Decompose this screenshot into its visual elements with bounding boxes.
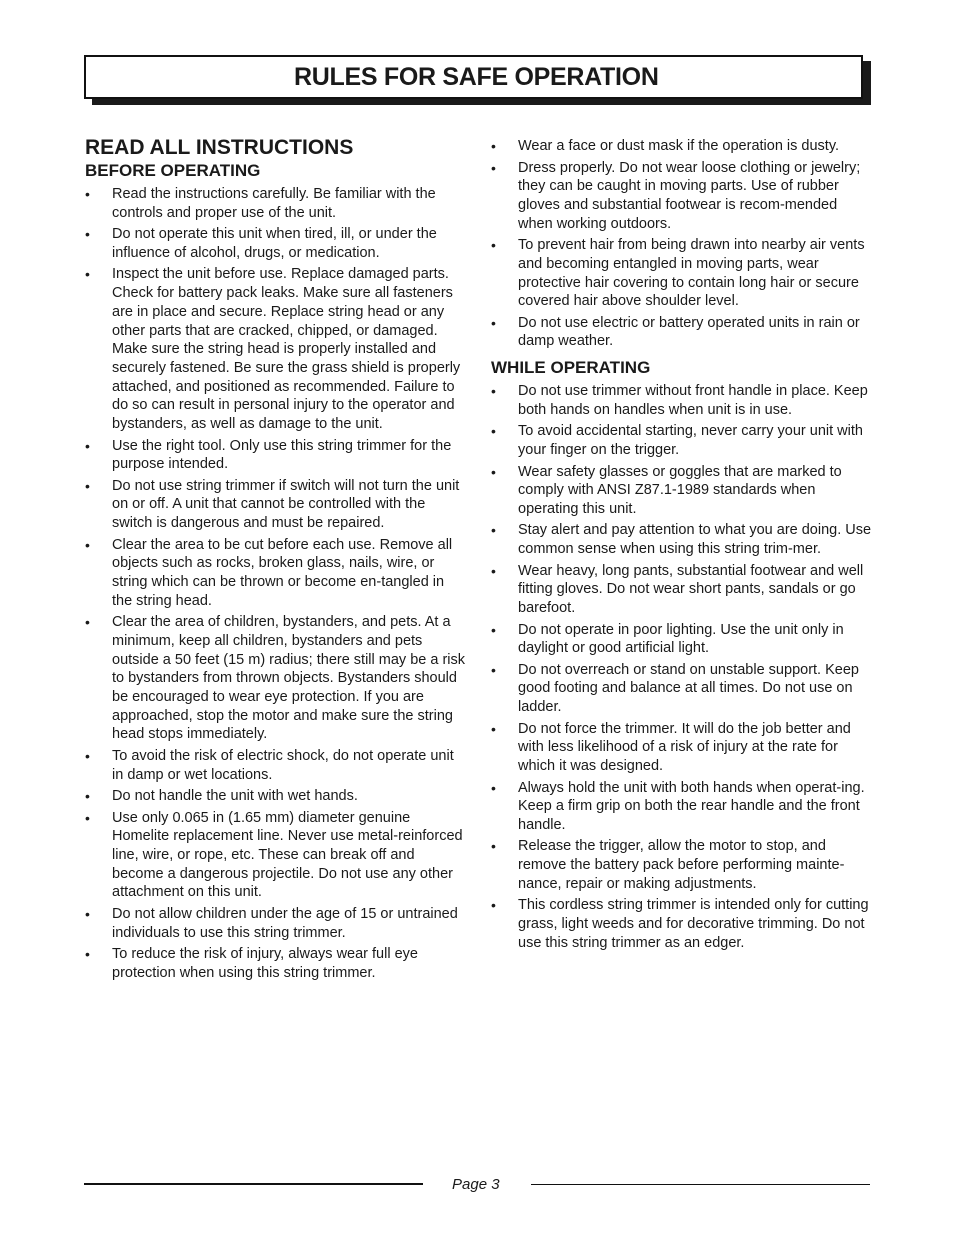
while-operating-heading: WHILE OPERATING: [491, 358, 651, 378]
list-item: • Clear the area of children, bystanders, and pets. At a minimum, keep all children, bystanders and pets outside a 50 feet (15 m) radius; there still may be a risk to bystanders from thrown objects. Bystanders should be encouraged to wear eye protection. If you are approached, stop the motor and make sure the string head stops immediately.: [85, 613, 465, 744]
list-item: • Wear safety glasses or goggles that are marked to comply with ANSI Z87.1-1989 standards when operating this unit.: [491, 463, 873, 519]
list-item: • Do not use trimmer without front handle in place. Keep both hands on handles when unit is in use.: [491, 382, 873, 419]
list-item: • Do not allow children under the age of 15 or untrained individuals to use this string trimmer.: [85, 905, 465, 942]
list-item: • Inspect the unit before use. Replace damaged parts. Check for battery pack leaks. Make sure all fasteners are in place and secure. Replace string head or any other parts that are cracked, chipped, or damaged. Make sure the string head is properly installed and securely fastened. Be sure the grass shield is properly attached, and positioned as recommended. Failure to do so can result in personal injury to the operator and bystanders, as well as damage to the unit.: [85, 265, 465, 433]
list-item: • Do not operate in poor lighting. Use the unit only in daylight or good artificial light.: [491, 621, 873, 658]
footer-rule-left: [84, 1183, 423, 1185]
list-item: • Always hold the unit with both hands when operat-ing. Keep a firm grip on both the rear handle and the front handle.: [491, 779, 873, 835]
list-item: • Do not use electric or battery operated units in rain or damp weather.: [491, 314, 873, 351]
list-item: • Release the trigger, allow the motor to stop, and remove the battery pack before performing mainte-nance, repair or making adjustments.: [491, 837, 873, 893]
list-item: • Wear a face or dust mask if the operation is dusty.: [491, 137, 873, 156]
title-banner: [84, 55, 863, 99]
list-item: • Use the right tool. Only use this string trimmer for the purpose intended.: [85, 437, 465, 474]
while-operating-list: [491, 382, 873, 952]
list-item: • Clear the area to be cut before each use. Remove all objects such as rocks, broken glass, nails, wire, or string which can be thrown or become en-tangled in the string head.: [85, 536, 465, 611]
continued-list: [491, 137, 873, 351]
before-operating-list: [85, 185, 465, 983]
list-item: • Do not handle the unit with wet hands.: [85, 787, 465, 806]
list-item: • To reduce the risk of injury, always wear full eye protection when using this string trimmer.: [85, 945, 465, 982]
footer-rule-right: [531, 1184, 870, 1185]
section-heading: READ ALL INSTRUCTIONS: [85, 136, 354, 159]
list-item: • Do not operate this unit when tired, ill, or under the influence of alcohol, drugs, or medication.: [85, 225, 465, 262]
page-title: RULES FOR SAFE OPERATION: [294, 62, 659, 91]
list-item: • Dress properly. Do not wear loose clothing or jewelry; they can be caught in moving parts. Use of rubber gloves and substantial footwear is recom-mended when working outdoors.: [491, 159, 873, 234]
before-operating-heading: BEFORE OPERATING: [85, 161, 261, 180]
list-item: • To avoid accidental starting, never carry your unit with your finger on the trigger.: [491, 422, 873, 459]
list-item: • Stay alert and pay attention to what you are doing. Use common sense when using this string trim-mer.: [491, 521, 873, 558]
page-number: Page 3: [452, 1176, 500, 1193]
list-item: • Do not force the trimmer. It will do the job better and with less likelihood of a risk of injury at the rate for which it was designed.: [491, 720, 873, 776]
list-item: • This cordless string trimmer is intended only for cutting grass, light weeds and for decorative trimming. Do not use this string trimmer as an edger.: [491, 896, 873, 952]
list-item: • Use only 0.065 in (1.65 mm) diameter genuine Homelite replacement line. Never use metal-reinforced line, wire, or rope, etc. These can break off and become a dangerous projectile. Do not use any other attachment on this unit.: [85, 809, 465, 903]
right-column: [491, 137, 873, 955]
list-item: • To avoid the risk of electric shock, do not operate unit in damp or wet locations.: [85, 747, 465, 784]
list-item: • Wear heavy, long pants, substantial footwear and well fitting gloves. Do not wear short pants, sandals or go barefoot.: [491, 562, 873, 618]
list-item: • To prevent hair from being drawn into nearby air vents and becoming entangled in moving parts, wear protective hair covering to contain long hair or secure covered hair above shoulder level.: [491, 236, 873, 311]
list-item: • Do not overreach or stand on unstable support. Keep good footing and balance at all times. Do not use on ladder.: [491, 661, 873, 717]
left-column: [85, 133, 465, 985]
list-item: • Read the instructions carefully. Be familiar with the controls and proper use of the unit.: [85, 185, 465, 222]
list-item: • Do not use string trimmer if switch will not turn the unit on or off. A unit that cannot be controlled with the switch is dangerous and must be repaired.: [85, 477, 465, 533]
